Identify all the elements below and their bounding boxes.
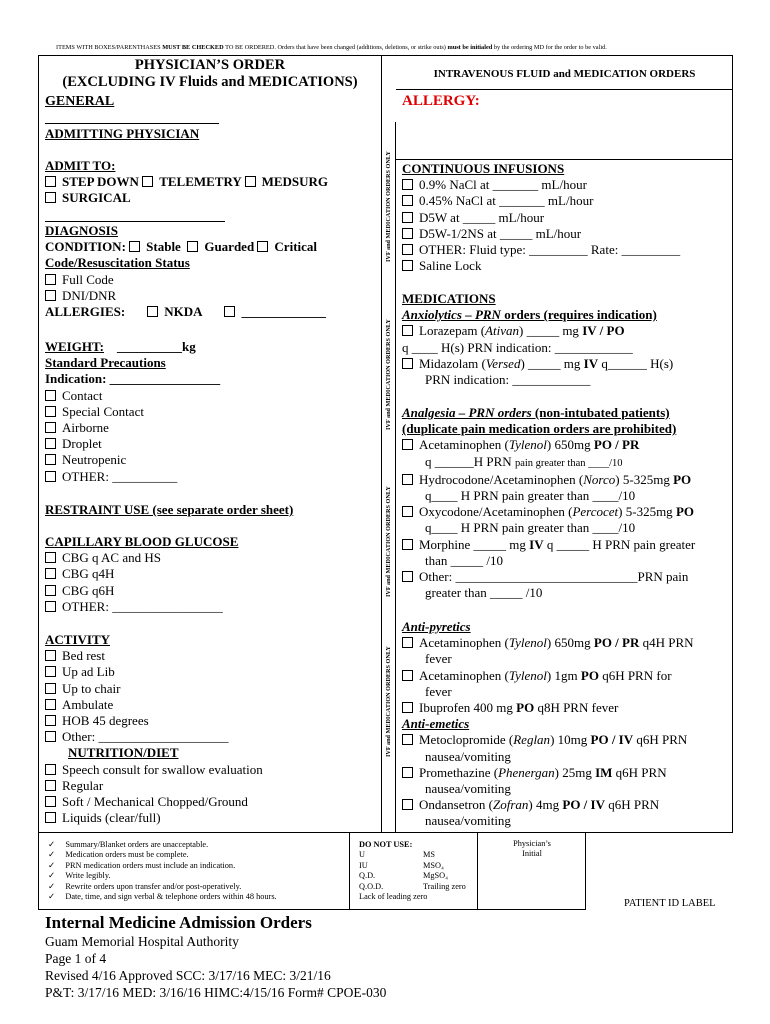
instruction-item: ✓ Write legibly. <box>48 871 111 881</box>
critical-label: Critical <box>274 239 318 255</box>
telemetry-checkbox[interactable] <box>142 176 153 187</box>
precaution-checkbox[interactable] <box>45 438 56 449</box>
left-title <box>38 57 382 91</box>
analgesia-title: Analgesia – PRN orders <box>402 405 532 420</box>
surgical-checkbox[interactable] <box>45 192 56 203</box>
weight-field[interactable]: __________ <box>117 339 182 354</box>
other-pain-threshold[interactable]: greater than _____ /10 <box>425 585 543 601</box>
instruction-item: ✓ PRN medication orders must include an indication. <box>48 860 236 870</box>
diet-checkbox[interactable] <box>45 796 56 807</box>
instruction-item: ✓ Rewrite orders upon transfer and/or post-operatively. <box>48 881 242 891</box>
indication-field[interactable]: Indication: _________________ <box>45 371 221 387</box>
nkda-label: NKDA <box>164 304 203 320</box>
note-part: ITEMS WITH BOXES/PARENTHASES <box>56 44 163 51</box>
antiemetic-checkbox[interactable] <box>402 734 413 745</box>
step-down-checkbox[interactable] <box>45 176 56 187</box>
abbrev-last: Lack of leading zero <box>359 892 428 902</box>
infusion-label: D5W-1/2NS at _____ mL/hour <box>419 225 582 241</box>
medsurg-label: MEDSURG <box>261 174 329 190</box>
precaution-label: Contact <box>62 387 103 403</box>
form-footer <box>45 912 386 1001</box>
antipyretic-checkbox[interactable] <box>402 637 413 648</box>
stable-checkbox[interactable] <box>129 241 140 252</box>
diet-label: Soft / Mechanical Chopped/Ground <box>62 794 248 810</box>
precaution-checkbox[interactable] <box>45 454 56 465</box>
physician-order-column <box>38 55 382 833</box>
instruction-item: ✓ Medication orders must be complete. <box>48 850 189 860</box>
cbg-section <box>45 534 238 615</box>
medications-title: MEDICATIONS <box>402 291 496 306</box>
precaution-label: Droplet <box>62 436 102 452</box>
other-allergy-checkbox[interactable] <box>224 306 235 317</box>
allergies-label: ALLERGIES: <box>45 304 126 320</box>
stable-label: Stable <box>146 239 181 255</box>
infusion-checkbox[interactable] <box>402 195 413 206</box>
physician-initial-label: Physician’s Initial <box>513 839 551 858</box>
physician-initial-box[interactable] <box>478 833 586 910</box>
activity-label: Up to chair <box>62 680 121 696</box>
infusion-checkbox[interactable] <box>402 260 413 271</box>
admit-to-label: ADMIT TO: <box>45 158 116 173</box>
cbg-label: CBG q6H <box>62 582 115 598</box>
infusion-checkbox[interactable] <box>402 212 413 223</box>
precaution-checkbox[interactable] <box>45 406 56 417</box>
surgical-label: SURGICAL <box>62 190 131 206</box>
weight-precautions-section <box>45 339 220 485</box>
step-down-label: STEP DOWN <box>62 174 139 190</box>
dni-dnr-label: DNI/DNR <box>62 287 117 303</box>
revision-info: Revised 4/16 Approved SCC: 3/17/16 MEC: 3/21/16 <box>45 968 331 983</box>
do-not-use-box <box>350 833 478 910</box>
allergy-divider <box>396 159 733 160</box>
antipyretic-checkbox[interactable] <box>402 702 413 713</box>
activity-label: Bed rest <box>62 648 105 664</box>
guarded-label: Guarded <box>204 239 255 255</box>
cbg-label: CBG q AC and HS <box>62 550 161 566</box>
antipyretic-indication: fever <box>425 651 452 667</box>
allergy-label: ALLERGY: <box>402 93 480 109</box>
infusion-checkbox[interactable] <box>402 179 413 190</box>
note-part: by the ordering MD for the order to be valid. <box>492 44 607 51</box>
medsurg-checkbox[interactable] <box>245 176 256 187</box>
anxiolytics-subtitle: orders (requires indication) <box>500 307 657 323</box>
order-instruction-note <box>56 44 736 51</box>
cbg-label: OTHER: _________________ <box>62 598 223 614</box>
antiemetic-indication: nausea/vomiting <box>425 813 511 829</box>
physician-blank-line[interactable] <box>45 123 219 124</box>
weight-label: WEIGHT: <box>45 339 104 354</box>
diagnosis-blank-line[interactable] <box>45 221 225 222</box>
analgesia-section: Analgesia – PRN orders (non-intubated patients) (duplicate pain medication orders are prohibited) Acetaminophen (Tylenol) 650mg PO / PR q ______H PRN pain greater than ____/10 Hydrocodone/Acetaminophen (Norco) 5-325mg PO q____ H PRN pain greater than ____/10 Oxycodone/Acetaminophen (Percocet) 5-325mg PO q____ H PRN pain greater than ____/10 Morphine _____ mg IV q _____ H PRN pain greater than _____ /10 Other: ____________________________PRN pain greater than _____ /10 <box>402 405 696 601</box>
morphine-checkbox[interactable] <box>402 539 413 550</box>
weight-unit: kg <box>182 339 196 354</box>
full-code-checkbox[interactable] <box>45 274 56 285</box>
infusions-section <box>402 161 680 274</box>
iv-medication-column <box>396 55 733 833</box>
antipyretic-checkbox[interactable] <box>402 670 413 681</box>
diet-label: Liquids (clear/full) <box>62 810 161 826</box>
activity-checkbox[interactable] <box>45 699 56 710</box>
approval-info: P&T: 3/17/16 MED: 3/16/16 HIMC:4/15/16 Form# CPOE-030 <box>45 985 387 1000</box>
antipyretics-title: Anti-pyretics <box>402 619 471 634</box>
dni-dnr-checkbox[interactable] <box>45 290 56 301</box>
instructions-box <box>38 833 350 910</box>
midazolam-checkbox[interactable] <box>402 358 413 369</box>
note-emphasis: must be initialed <box>447 44 493 51</box>
lorazepam-checkbox[interactable] <box>402 325 413 336</box>
activity-checkbox[interactable] <box>45 715 56 726</box>
form-title: Internal Medicine Admission Orders <box>45 913 312 932</box>
patient-id-label: PATIENT ID LABEL <box>624 898 716 909</box>
diagnosis-label: DIAGNOSIS <box>45 223 118 238</box>
antiemetic-indication: nausea/vomiting <box>425 781 511 797</box>
precaution-label: Special Contact <box>62 403 144 419</box>
instruction-item: ✓ Date, time, and sign verbal & telephone orders within 48 hours. <box>48 892 277 902</box>
activity-checkbox[interactable] <box>45 683 56 694</box>
infusion-label: 0.45% NaCl at _______ mL/hour <box>419 193 594 209</box>
restraint-label: RESTRAINT USE (see separate order sheet) <box>45 502 294 517</box>
antiemetics-title: Anti-emetics <box>402 716 470 732</box>
acetaminophen-pain-checkbox[interactable] <box>402 439 413 450</box>
condition-label: CONDITION: <box>45 239 126 255</box>
iv-orders-header: INTRAVENOUS FLUID and MEDICATION ORDERS <box>396 55 733 90</box>
activity-label: Other: ____________________ <box>62 729 229 745</box>
abbrev-row: Q.D. MgSO₄ <box>359 871 449 881</box>
infusion-label: 0.9% NaCl at _______ mL/hour <box>419 177 587 193</box>
medications-section: MEDICATIONS Anxiolytics – PRN orders (requires indication) Lorazepam (Ativan) _____ mg IV / PO q ____ H(s) PRN indication: ____________ Midazolam (Versed) _____ mg IV q______ H(s) PRN indication: ____________ <box>402 291 674 388</box>
activity-title: ACTIVITY <box>45 632 111 647</box>
diet-checkbox[interactable] <box>45 812 56 823</box>
note-emphasis: MUST BE CHECKED <box>162 44 224 51</box>
do-not-use-title: DO NOT USE: <box>359 840 413 849</box>
left-title-line1: PHYSICIAN’S ORDER <box>134 57 286 73</box>
oxycodone-checkbox[interactable] <box>402 506 413 517</box>
activity-section <box>45 632 263 826</box>
morphine-threshold[interactable]: than _____ /10 <box>425 552 503 568</box>
activity-checkbox[interactable] <box>45 731 56 742</box>
general-heading: GENERAL <box>45 94 115 109</box>
other-pain-field[interactable]: Other: ____________________________PRN pain <box>419 569 689 585</box>
cbg-checkbox[interactable] <box>45 601 56 612</box>
hydrocodone-checkbox[interactable] <box>402 474 413 485</box>
lorazepam-indication[interactable]: q ____ H(s) PRN indication: ____________ <box>402 339 633 355</box>
full-code-label: Full Code <box>62 271 114 287</box>
other-allergy-blank[interactable]: _____________ <box>241 304 326 320</box>
midazolam-indication[interactable]: PRN indication: ____________ <box>425 372 591 388</box>
nutrition-title: NUTRITION/DIET <box>68 745 179 761</box>
critical-checkbox[interactable] <box>257 241 268 252</box>
activity-checkbox[interactable] <box>45 650 56 661</box>
infusion-checkbox[interactable] <box>402 244 413 255</box>
diet-label: Speech consult for swallow evaluation <box>62 761 263 777</box>
left-title-line2: (EXCLUDING IV Fluids and MEDICATIONS) <box>62 74 358 90</box>
precaution-label: Neutropenic <box>62 452 127 468</box>
admitting-physician-label: ADMITTING PHYSICIAN <box>45 126 200 141</box>
antiemetic-checkbox[interactable] <box>402 799 413 810</box>
infusion-checkbox[interactable] <box>402 228 413 239</box>
continuous-infusions-title: CONTINUOUS INFUSIONS <box>402 161 565 176</box>
diet-checkbox[interactable] <box>45 764 56 775</box>
precaution-label: OTHER: __________ <box>62 468 178 484</box>
precaution-checkbox[interactable] <box>45 422 56 433</box>
oxycodone-frequency[interactable]: q____ H PRN pain greater than ____/10 <box>425 520 636 536</box>
nkda-checkbox[interactable] <box>147 306 158 317</box>
guarded-checkbox[interactable] <box>187 241 198 252</box>
abbrev-row: Q.O.D. Trailing zero <box>359 881 466 891</box>
activity-label: Ambulate <box>62 696 114 712</box>
telemetry-label: TELEMETRY <box>159 174 242 190</box>
antiemetic-checkbox[interactable] <box>402 767 413 778</box>
vertical-ivf-strip: IVF and MEDICATION ORDERS ONLY IVF and MEDICATION ORDERS ONLY IVF and MEDICATION ORDERS ONLY IVF and MEDICATION ORDERS ONLY <box>382 122 396 833</box>
note-part: TO BE ORDERED. Orders that have been changed (additions, deletions, or strike outs) <box>223 44 448 51</box>
precaution-label: Airborne <box>62 420 109 436</box>
antiemetic-indication: nausea/vomiting <box>425 748 511 764</box>
page-number: Page 1 of 4 <box>45 951 107 966</box>
instruction-item: ✓ Summary/Blanket orders are unacceptable. <box>48 840 209 849</box>
diagnosis-section <box>45 223 326 320</box>
cbg-title: CAPILLARY BLOOD GLUCOSE <box>45 534 239 549</box>
abbrev-row: IU MSO₄ <box>359 860 444 870</box>
activity-label: HOB 45 degrees <box>62 713 149 729</box>
infusion-label: OTHER: Fluid type: _________ Rate: _________ <box>419 242 681 258</box>
standard-precautions-label: Standard Precautions <box>45 355 166 371</box>
admit-to-section <box>45 158 328 207</box>
hydrocodone-frequency[interactable]: q____ H PRN pain greater than ____/10 <box>425 488 636 504</box>
precaution-checkbox[interactable] <box>45 390 56 401</box>
cbg-checkbox[interactable] <box>45 552 56 563</box>
org-name: Guam Memorial Hospital Authority <box>45 934 239 949</box>
cbg-checkbox[interactable] <box>45 585 56 596</box>
antipyretics-section: Anti-pyretics Acetaminophen (Tylenol) 650mg PO / PR q4H PRN fever Acetaminophen (Tylenol) 1gm PO q6H PRN for fever Ibuprofen 400 mg PO q8H PRN fever Anti-emetics Metoclopromide (Reglan) 10mg PO / IV q6H PRN nausea/vomiting Promethazine (Phenergan) 25mg IM q6H PRN nausea/vomiting Ondansetron (Zofran) 4mg PO / IV q6H PRN nausea/vomiting <box>402 619 694 829</box>
cbg-label: CBG q4H <box>62 566 115 582</box>
diet-label: Regular <box>62 777 104 793</box>
cbg-checkbox[interactable] <box>45 568 56 579</box>
antipyretic-indication: fever <box>425 683 452 699</box>
activity-label: Up ad Lib <box>62 664 115 680</box>
abbrev-row: U MS <box>359 850 435 860</box>
activity-checkbox[interactable] <box>45 666 56 677</box>
analgesia-warning: (duplicate pain medication orders are prohibited) <box>402 421 677 437</box>
diet-checkbox[interactable] <box>45 780 56 791</box>
anxiolytics-title: Anxiolytics – PRN <box>402 307 501 323</box>
infusion-label: D5W at _____ mL/hour <box>419 209 545 225</box>
precaution-checkbox[interactable] <box>45 471 56 482</box>
other-pain-checkbox[interactable] <box>402 571 413 582</box>
code-status-label: Code/Resuscitation Status <box>45 255 190 271</box>
infusion-label: Saline Lock <box>419 258 482 274</box>
